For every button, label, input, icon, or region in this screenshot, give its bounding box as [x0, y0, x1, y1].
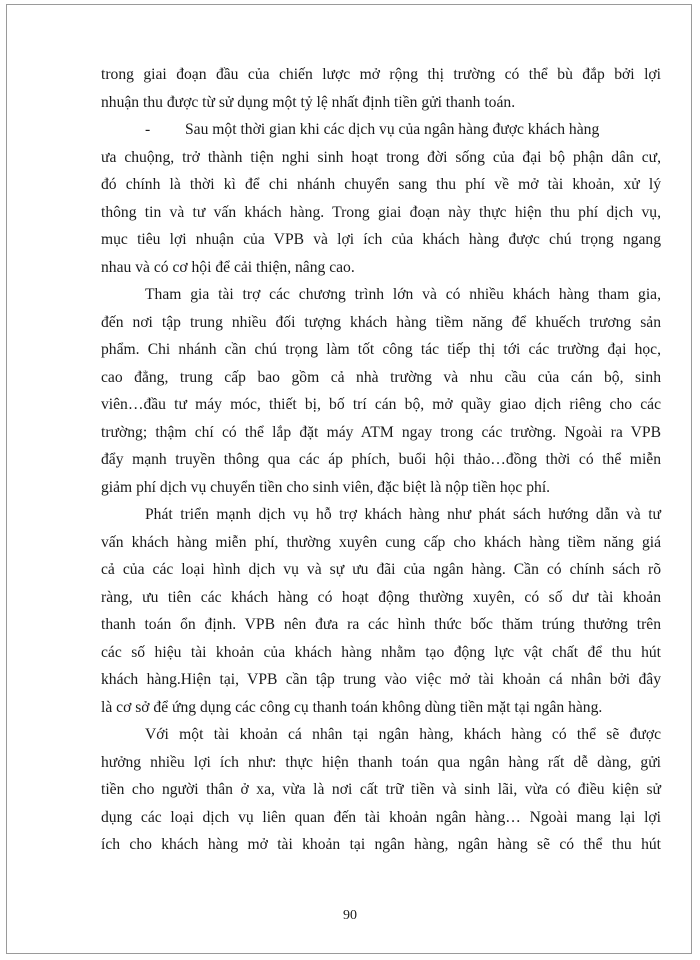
- text-line: phẩm. Chi nhánh cần chú trọng làm tốt công tác tiếp thị tới các trường đại học,: [101, 341, 661, 358]
- text-line: vấn khách hàng miễn phí, thường xuyên cung cấp cho khách hàng tiềm năng giá: [101, 533, 661, 551]
- bullet-dash: -: [145, 121, 151, 138]
- text-line: trường; thậm chí có thể lắp đặt máy ATM ngay trong các trường. Ngoài ra VPB: [101, 423, 661, 441]
- text-line: dụng các loại dịch vụ liên quan đến tài khoản ngân hàng… Ngoài mang lại lợi: [101, 808, 661, 826]
- text-line: là cơ sở để ứng dụng các công cụ thanh toán không dùng tiền mặt tại ngân hàng.: [101, 698, 603, 716]
- text-line: thanh toán ổn định. VPB nên đưa ra các hình thức bốc thăm trúng thưởng trên: [101, 616, 661, 633]
- text-line: nhau và có cơ hội để cải thiện, nâng cao.: [101, 258, 355, 276]
- text-line: Sau một thời gian khi các dịch vụ của ngân hàng được khách hàng: [185, 121, 600, 138]
- text-line: Tham gia tài trợ các chương trình lớn và có nhiều khách hàng tham gia,: [145, 286, 661, 303]
- text-line: đó chính là thời kì để chi nhánh chuyển sang thu phí về mở tài khoản, xử lý: [101, 176, 661, 193]
- document-body: [101, 61, 661, 859]
- text-line: cả của các loại hình dịch vụ và sự ưu đãi của ngân hàng. Cần có chính sách rõ: [101, 561, 661, 578]
- text-line: cao đẳng, trung cấp bao gồm cả nhà trường và nhu cầu của cán bộ, sinh: [101, 368, 661, 386]
- text-line: đến nơi tập trung nhiều đối tượng khách hàng tiềm năng để khuếch trương sản: [101, 313, 661, 331]
- text-line: các số hiệu tài khoản của khách hàng nhằm tạo động lực vật chất để thu hút: [101, 643, 661, 661]
- text-line: viên…đầu tư máy móc, thiết bị, bố trí cán bộ, mở quầy giao dịch riêng cho các: [101, 396, 661, 413]
- text-line: ích cho khách hàng mở tài khoản tại ngân hàng, ngân hàng sẽ có thể thu hút: [101, 836, 661, 853]
- page-number: 90: [343, 908, 357, 923]
- text-line: Với một tài khoản cá nhân tại ngân hàng, khách hàng có thể sẽ được: [145, 726, 661, 743]
- text-line: nhuận thu được từ sử dụng một tỷ lệ nhất định tiền gửi thanh toán.: [101, 93, 516, 111]
- text-line: giảm phí dịch vụ chuyển tiền cho sinh viên, đặc biệt là nộp tiền học phí.: [101, 478, 551, 496]
- text-line: khách hàng.Hiện tại, VPB cần tập trung vào việc mở tài khoản cá nhân bởi đây: [101, 671, 661, 688]
- text-line: Phát triển mạnh dịch vụ hỗ trợ khách hàng như phát sách hướng dẫn và tư: [145, 506, 661, 523]
- text-line: đẩy mạnh truyền thông qua các áp phích, buổi hội thảo…đồng thời có thể miễn: [101, 451, 661, 468]
- text-line: tiền cho người thân ở xa, vừa là nơi cất trữ tiền và sinh lãi, vừa có điều kiện sử: [101, 781, 661, 798]
- paragraph-2: [101, 281, 661, 501]
- paragraph-4: [101, 721, 661, 859]
- paragraph-1: [101, 116, 661, 281]
- text-line: ràng, ưu tiên các khách hàng có hoạt động thường xuyên, có số dư tài khoản: [101, 588, 661, 606]
- paragraph-0: [101, 61, 661, 116]
- text-line: hưởng nhiều lợi ích như: thực hiện thanh toán qua ngân hàng rất dễ dàng, gửi: [101, 753, 661, 771]
- paragraph-3: [101, 501, 661, 721]
- text-line: trong giai đoạn đầu của chiến lược mở rộng thị trường có thể bù đắp bởi lợi: [101, 66, 661, 83]
- bullet-line: [101, 116, 661, 144]
- text-line: mục tiêu lợi nhuận của VPB và lợi ích của khách hàng được chú trọng ngang: [101, 231, 661, 248]
- text-line: ưa chuộng, trở thành tiện nghi sinh hoạt trong đời sống của đại bộ phận dân cư,: [101, 148, 661, 166]
- text-line: thông tin và tư vấn khách hàng. Trong giai đoạn này thực hiện thu phí dịch vụ,: [101, 203, 661, 221]
